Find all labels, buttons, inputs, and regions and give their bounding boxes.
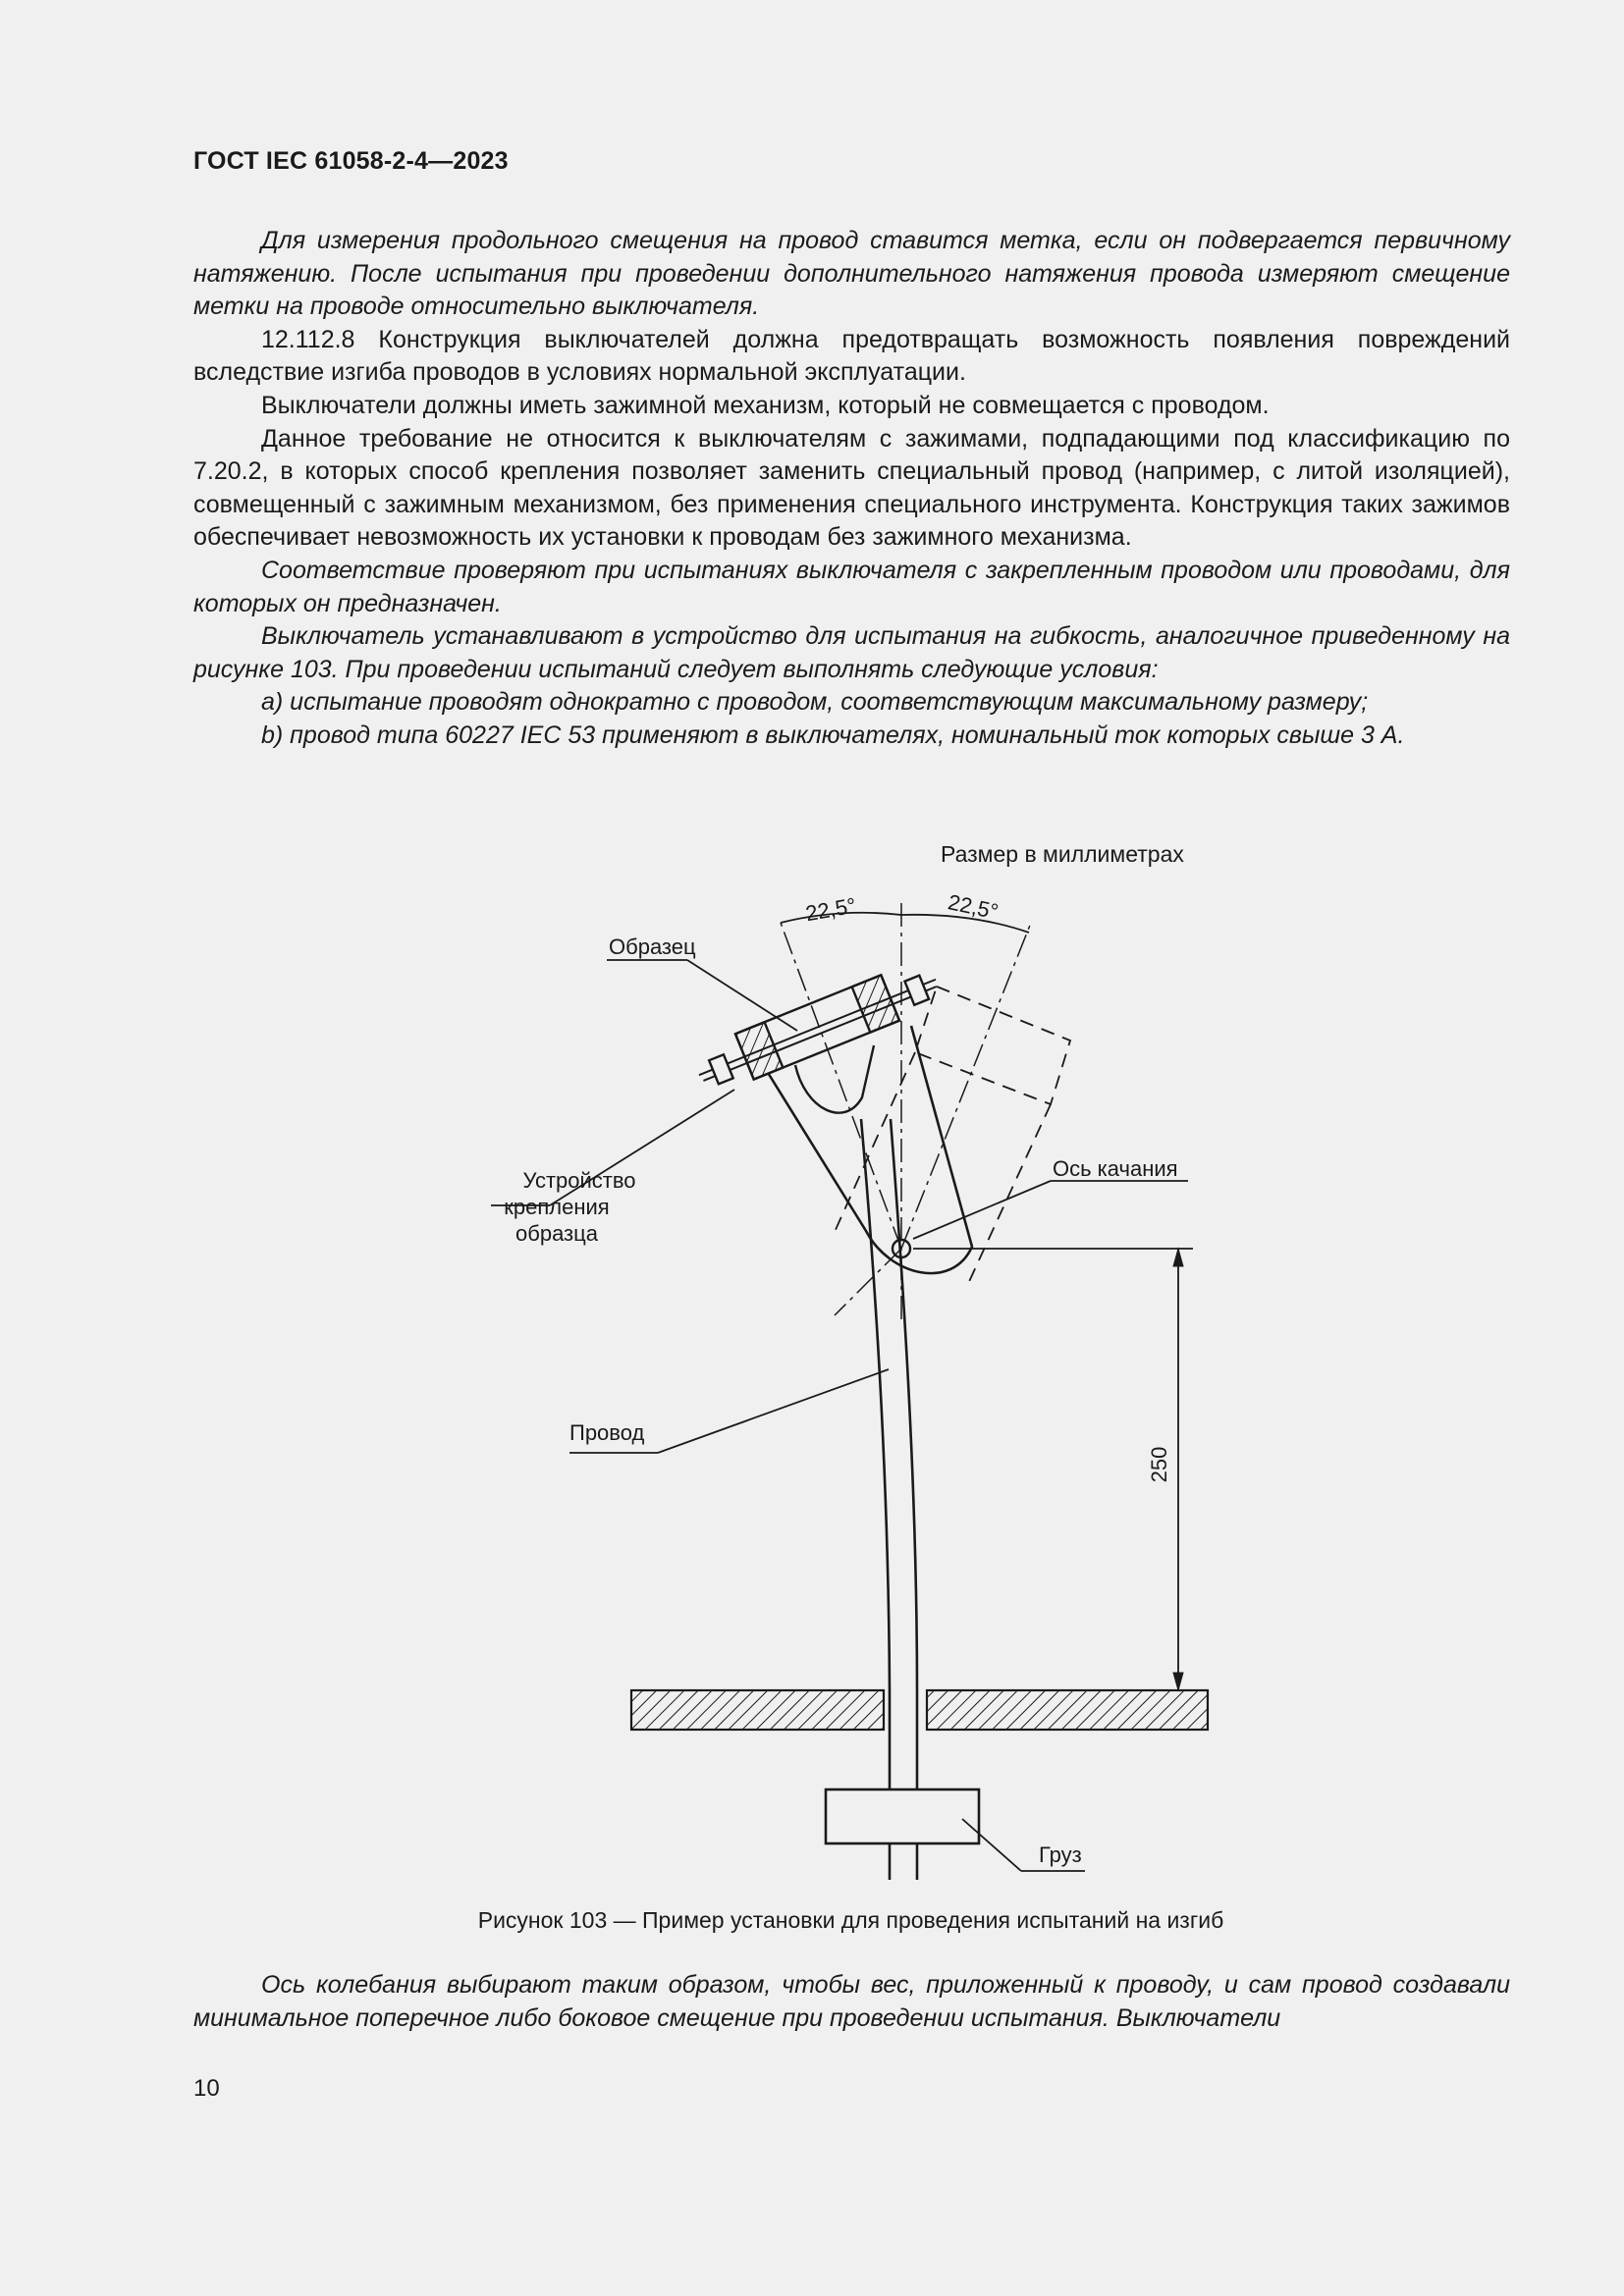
paragraph-exception: Данное требование не относится к выключателям с зажимами, подпадающими под классификацию по 7.20.2, в которых способ крепления позволяет заменить специальный провод (например, с литой изоляцией), совмещенный с зажимным механизмом, без применения специального инструмента. Конструкция таких зажимов обеспечивает невозможность их установки к проводам без зажимного механизма.	[193, 424, 1510, 552]
paragraph-measurement: Для измерения продольного смещения на провод ставится метка, если он подвергается первичному натяжению. После испытания при проведении дополнительного натяжения провода измеряют смещение метки на проводе относительно выключателя.	[193, 227, 1510, 321]
label-wire: Провод	[569, 1420, 645, 1445]
paragraph-clamp: Выключатели должны иметь зажимной механизм, который не совмещается с проводом.	[261, 391, 1270, 419]
wire	[861, 1119, 890, 1880]
dimension-label: 250	[1147, 1446, 1171, 1483]
dimension-note: Размер в миллиметрах	[941, 841, 1184, 867]
sample-block	[690, 957, 946, 1098]
label-axis: Ось качания	[1053, 1156, 1178, 1181]
paragraph-installation: Выключатель устанавливают в устройство для испытания на гибкость, аналогичное приведенному на рисунке 103. При проведении испытаний следует выполнять следующие условия:	[193, 622, 1510, 683]
list-item-b: b) провод типа 60227 IEC 53 применяют в выключателях, номинальный ток которых свыше 3 А.	[261, 721, 1405, 749]
label-weight: Груз	[1039, 1842, 1082, 1867]
angle-right-label: 22,5°	[946, 889, 1001, 925]
paragraph-axis: Ось колебания выбирают таким образом, чтобы вес, приложенный к проводу, и сам провод создавали минимальное поперечное либо боковое смещение при проведении испытания. Выключатели	[193, 1971, 1510, 2032]
label-fixture-line2: крепления	[504, 1195, 610, 1219]
paragraph-compliance: Соответствие проверяют при испытаниях выключателя с закрепленным проводом или проводами, для которых он предназначен.	[193, 556, 1510, 617]
paragraph-12-112-8: 12.112.8 Конструкция выключателей должна предотвращать возможность появления повреждений вследствие изгиба проводов в условиях нормальной эксплуатации.	[193, 325, 1510, 387]
floor-left	[631, 1690, 884, 1730]
label-fixture-line1: Устройство	[522, 1168, 636, 1193]
angle-left-label: 22,5°	[803, 892, 858, 927]
floor-right	[927, 1690, 1208, 1730]
document-header: ГОСТ IEC 61058-2-4—2023	[193, 147, 509, 175]
bottom-text	[193, 1968, 1510, 2035]
label-sample: Образец	[609, 934, 696, 959]
list-item-a: а) испытание проводят однократно с проводом, соответствующим максимальному размеру;	[261, 688, 1369, 717]
page-number: 10	[193, 2075, 220, 2102]
label-fixture-line3: образца	[515, 1221, 598, 1246]
figure-caption: Рисунок 103 — Пример установки для проведения испытаний на изгиб	[477, 1907, 1224, 1933]
weight	[826, 1789, 979, 1843]
